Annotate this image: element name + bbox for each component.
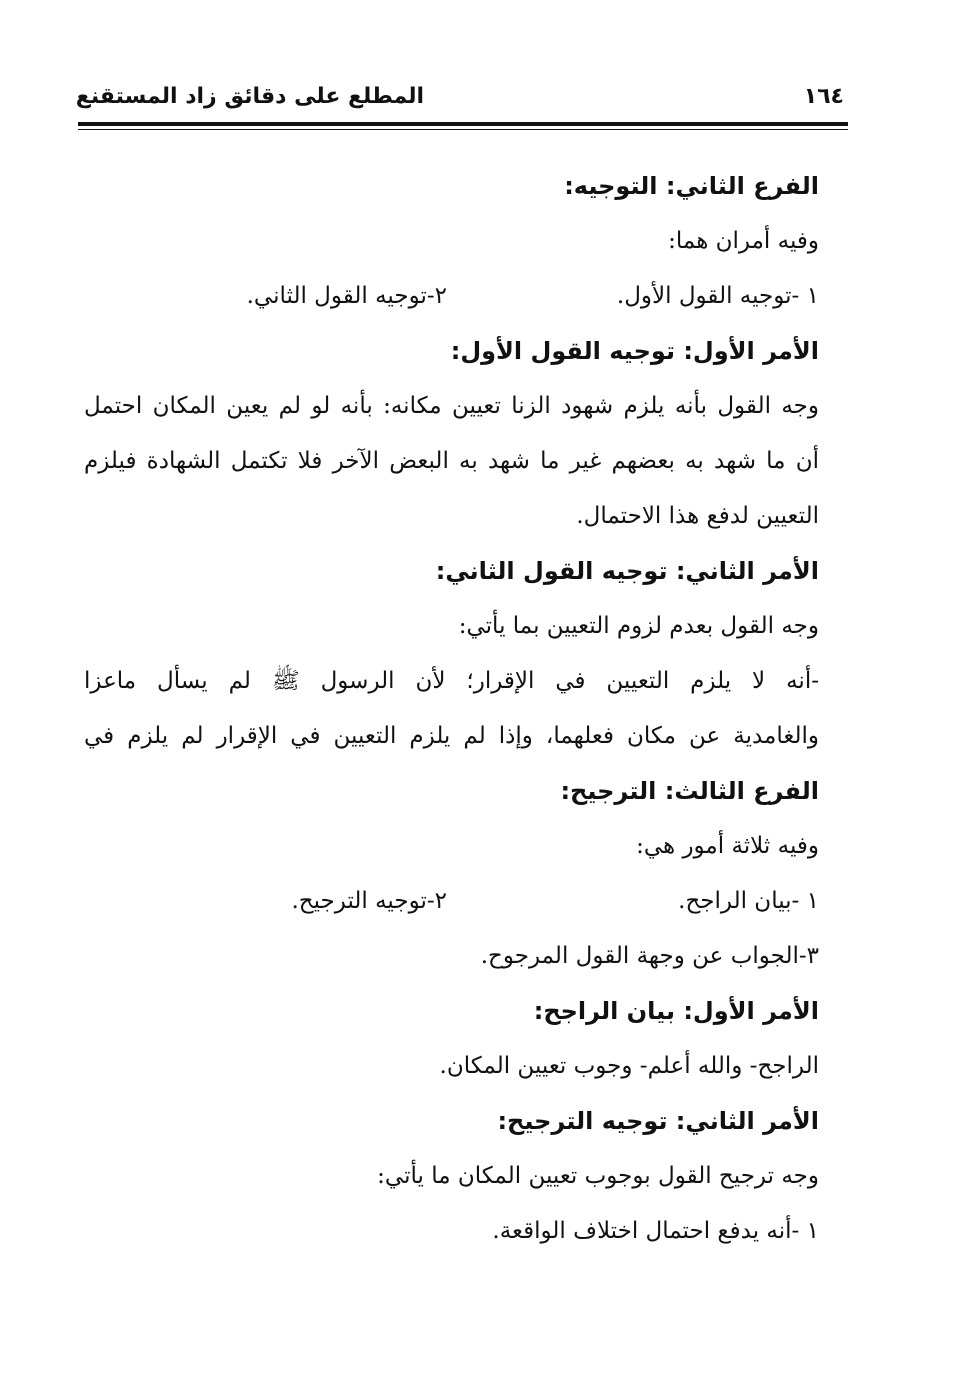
list-item: ١ -أنه يدفع احتمال اختلاف الواقعة. xyxy=(492,1218,819,1244)
paragraph: وفيه ثلاثة أمور هي: xyxy=(636,833,819,859)
paragraph: وجه القول بعدم لزوم التعيين بما يأتي: xyxy=(458,613,819,639)
subsection-heading: الأمر الثاني: توجيه الترجيح: xyxy=(497,1107,819,1135)
book-title: المطلع على دقائق زاد المستقنع xyxy=(75,84,424,109)
list-item: ١ -توجيه القول الأول. xyxy=(616,283,819,309)
running-header xyxy=(75,84,848,118)
header-rule-thin xyxy=(78,129,848,130)
paragraph: وجه ترجيح القول بوجوب تعيين المكان ما يأتي: xyxy=(377,1163,819,1189)
section-heading: الفرع الثاني: التوجيه: xyxy=(564,172,819,200)
paragraph-line: وجه القول بأنه يلزم شهود الزنا تعيين مكانه: بأنه لو لم يعين المكان احتمل xyxy=(84,393,819,419)
subsection-heading: الأمر الثاني: توجيه القول الثاني: xyxy=(435,557,819,585)
header-rule xyxy=(78,122,848,126)
enumeration-row xyxy=(84,273,819,328)
list-item: ٣-الجواب عن وجهة القول المرجوح. xyxy=(480,943,819,969)
paragraph: الراجح- والله أعلم- وجوب تعيين المكان. xyxy=(439,1053,819,1079)
paragraph-line: التعيين لدفع هذا الاحتمال. xyxy=(576,503,819,529)
section-heading: الفرع الثالث: الترجيح: xyxy=(560,777,819,805)
subsection-heading: الأمر الأول: توجيه القول الأول: xyxy=(450,337,819,365)
page-body xyxy=(84,163,819,1263)
enumeration-row xyxy=(84,878,819,933)
paragraph: وفيه أمران هما: xyxy=(668,228,819,254)
paragraph-line: والغامدية عن مكان فعلهما، وإذا لم يلزم التعيين في الإقرار لم يلزم في xyxy=(84,723,819,749)
list-item: ٢-توجيه القول الثاني. xyxy=(246,283,447,309)
page-number: ١٦٤ xyxy=(803,84,844,109)
subsection-heading: الأمر الأول: بيان الراجح: xyxy=(533,997,819,1025)
list-item: ١ -بيان الراجح. xyxy=(678,888,819,914)
list-item: ٢-توجيه الترجيح. xyxy=(291,888,447,914)
paragraph-line: أن ما شهد به بعضهم غير ما شهد به البعض الآخر فلا تكتمل الشهادة فيلزم xyxy=(84,448,819,474)
paragraph-line: -أنه لا يلزم التعيين في الإقرار؛ لأن الرسول ﷺ لم يسأل ماعزا xyxy=(84,668,819,694)
